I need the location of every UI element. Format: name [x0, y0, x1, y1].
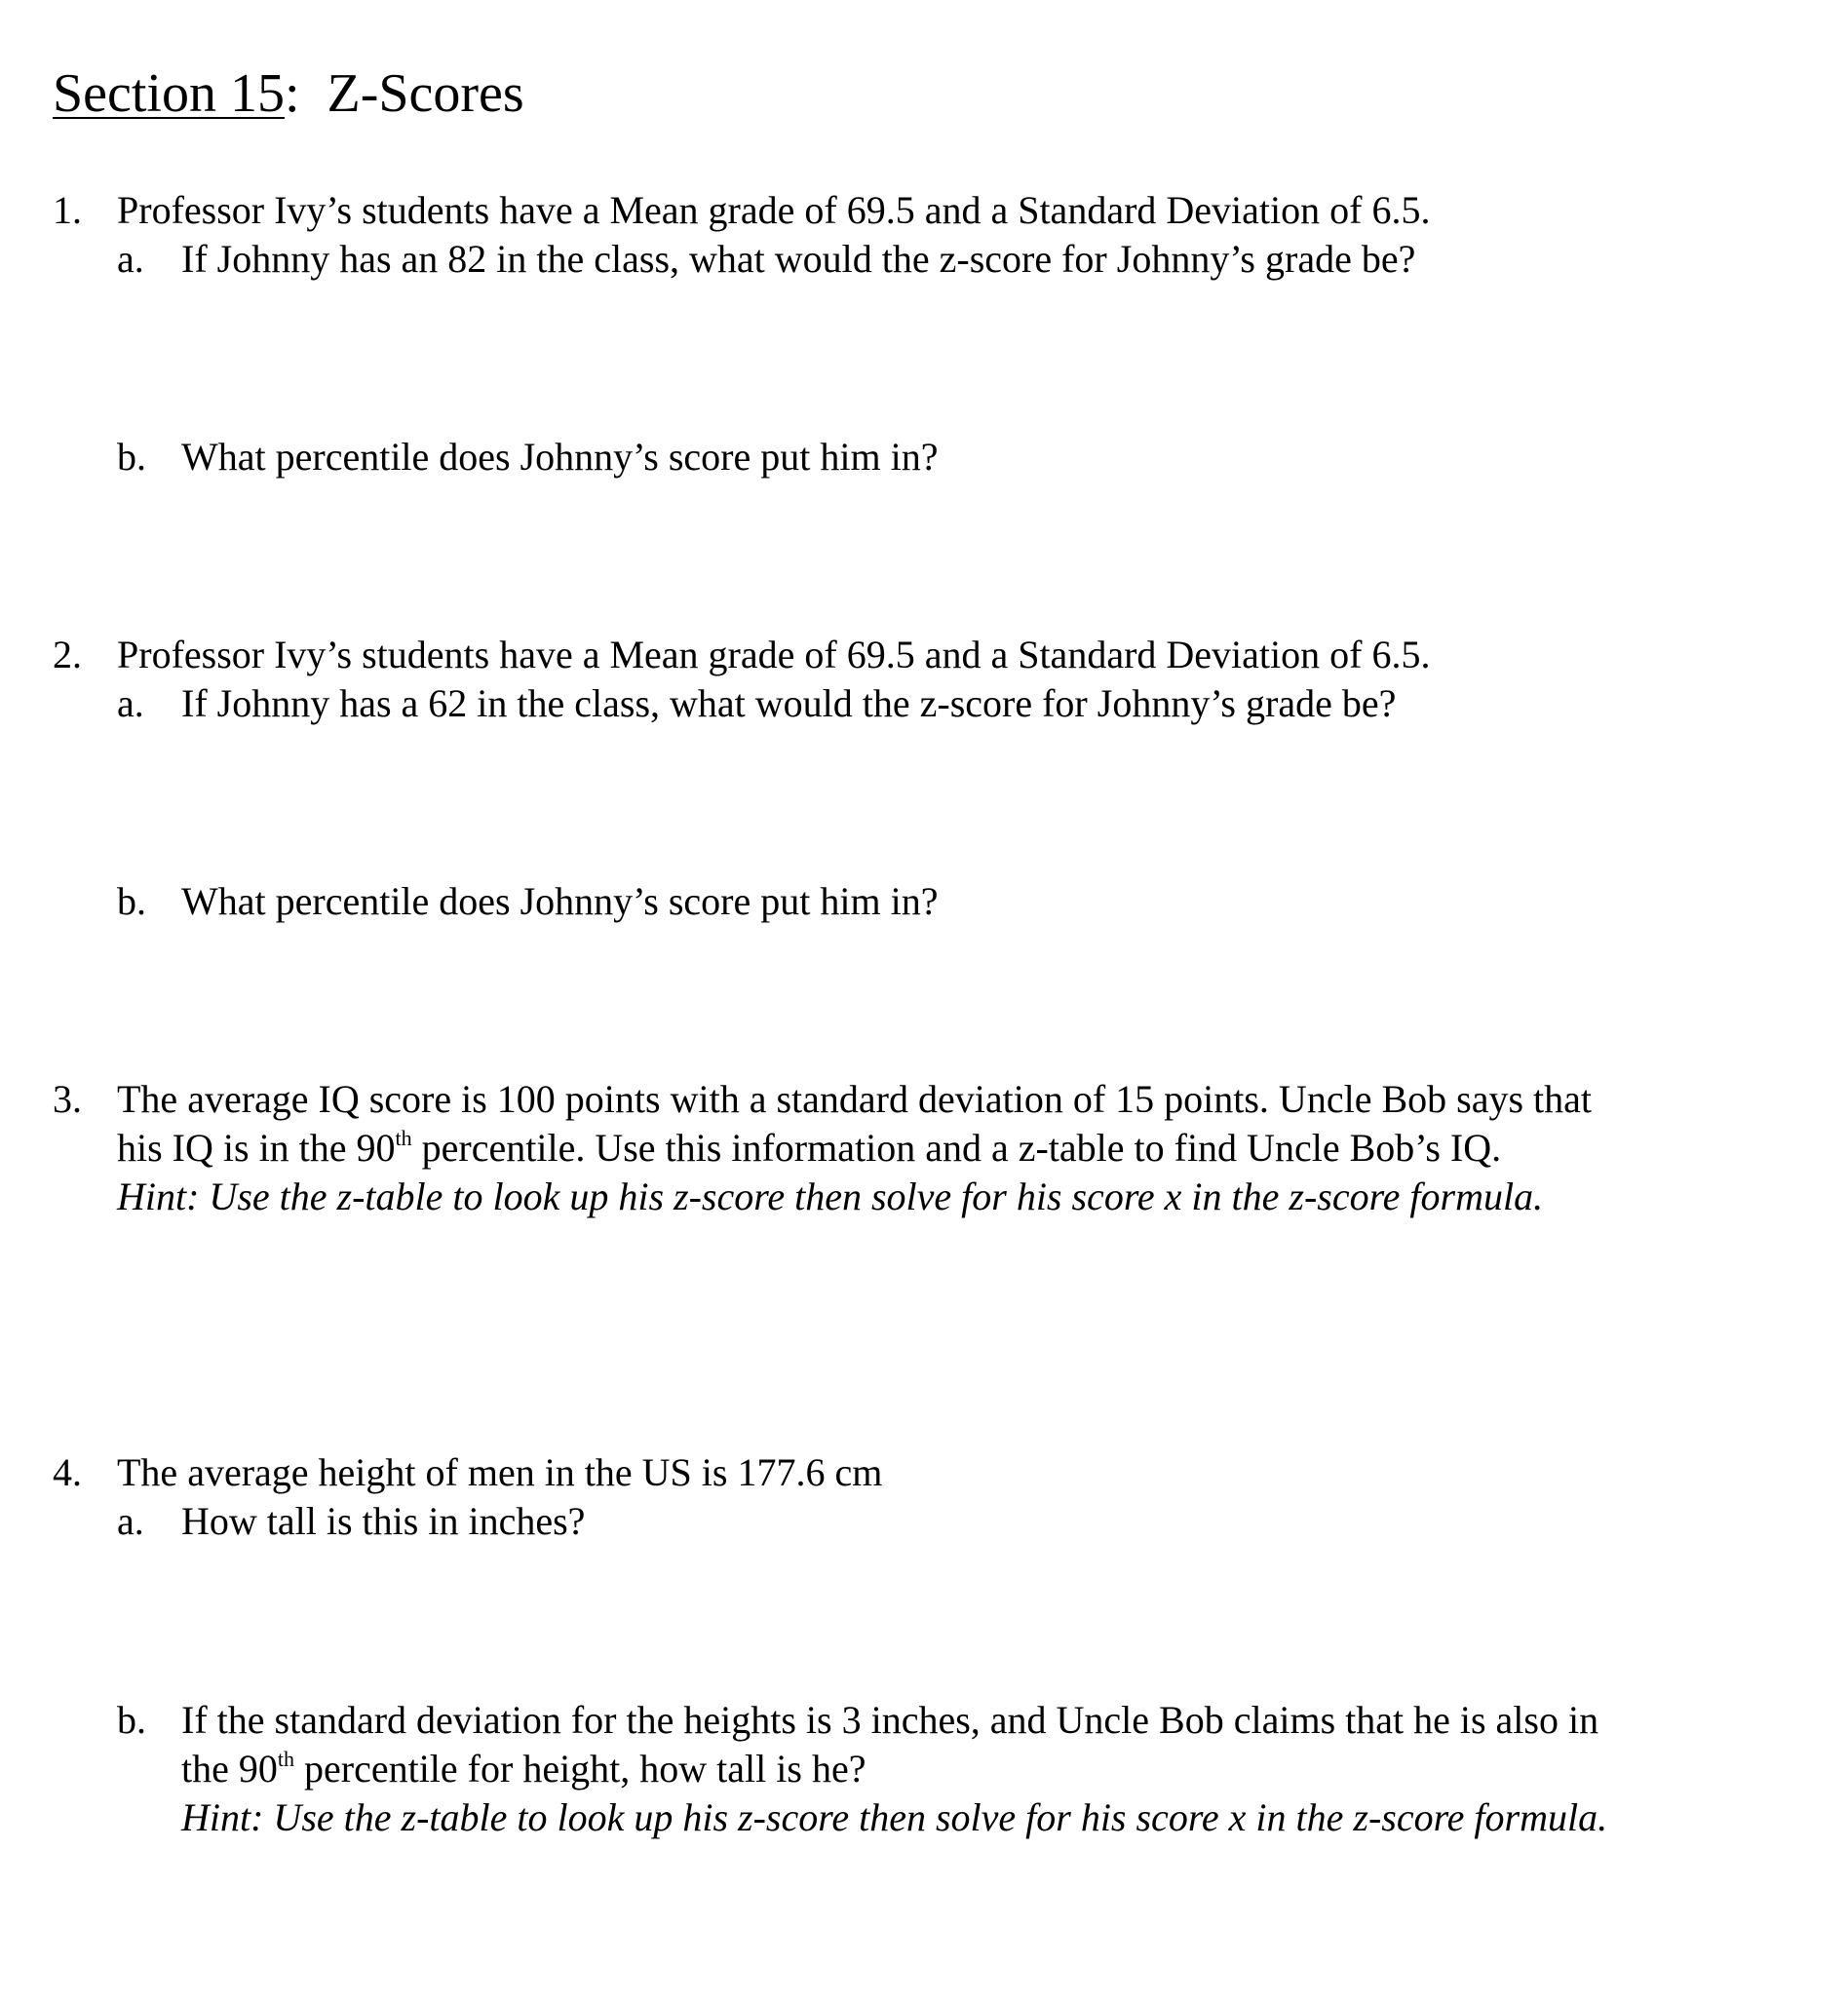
q3-number: 3.	[53, 1077, 82, 1121]
q4b-line2	[181, 1744, 866, 1793]
q4b-line2-sup: th	[277, 1747, 294, 1771]
q1a-text: If Johnny has an 82 in the class, what would the z-score for Johnny’s grade be?	[181, 237, 1416, 281]
q4a-label: a.	[117, 1499, 144, 1543]
q1b-label: b.	[117, 435, 146, 479]
q1b-text: What percentile does Johnny’s score put him in?	[181, 435, 939, 479]
q2b-label: b.	[117, 879, 146, 923]
q3-line1: The average IQ score is 100 points with a standard deviation of 15 points. Uncle Bob says that	[117, 1077, 1592, 1121]
q2b-text: What percentile does Johnny’s score put him in?	[181, 879, 939, 923]
q2a-label: a.	[117, 681, 144, 725]
q1-number: 1.	[53, 188, 82, 232]
title-topic: Z-Scores	[327, 63, 524, 124]
q4b-line1: If the standard deviation for the heights is 3 inches, and Uncle Bob claims that he is also in	[181, 1698, 1599, 1742]
q1-text: Professor Ivy’s students have a Mean grade of 69.5 and a Standard Deviation of 6.5.	[117, 188, 1431, 232]
page-title	[53, 60, 524, 127]
q2-number: 2.	[53, 633, 82, 676]
title-colon: :	[284, 63, 300, 124]
q4b-line2-post: percentile for height, how tall is he?	[294, 1747, 866, 1791]
q4b-line2-pre: the 90	[181, 1747, 278, 1791]
q3-line2	[117, 1123, 1501, 1173]
q4-number: 4.	[53, 1450, 82, 1494]
q3-line2-post: percentile. Use this information and a z-table to find Uncle Bob’s IQ.	[411, 1126, 1502, 1170]
q4b-hint: Hint: Use the z-table to look up his z-score then solve for his score x in the z-score formula.	[181, 1795, 1608, 1839]
q3-hint: Hint: Use the z-table to look up his z-score then solve for his score x in the z-score formula.	[117, 1175, 1544, 1218]
q4b-label: b.	[117, 1698, 146, 1742]
section-label: Section 15	[53, 63, 285, 124]
q1a-label: a.	[117, 237, 144, 281]
q2-text: Professor Ivy’s students have a Mean grade of 69.5 and a Standard Deviation of 6.5.	[117, 633, 1431, 676]
q2a-text: If Johnny has a 62 in the class, what would the z-score for Johnny’s grade be?	[181, 681, 1397, 725]
q4a-text: How tall is this in inches?	[181, 1499, 586, 1543]
q3-line2-pre: his IQ is in the 90	[117, 1126, 396, 1170]
q3-line2-sup: th	[395, 1126, 412, 1150]
q4-text: The average height of men in the US is 177.6 cm	[117, 1450, 883, 1494]
